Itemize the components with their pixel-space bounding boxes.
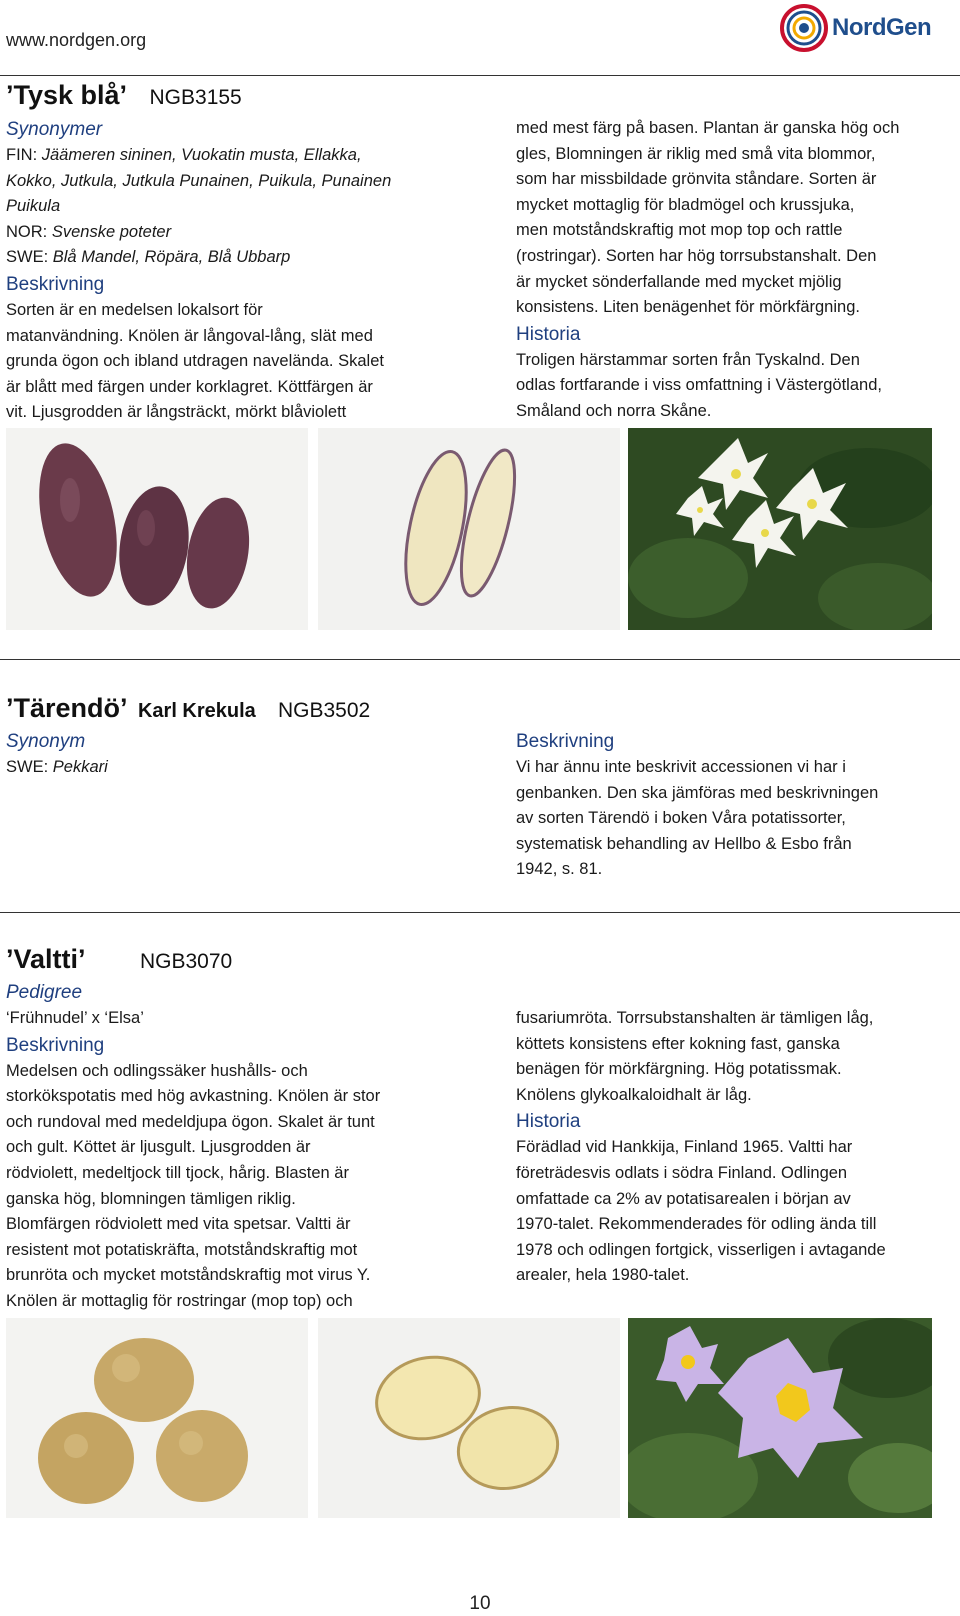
text-line: med mest färg på basen. Plantan är ganska hög och xyxy=(516,119,900,137)
section-heading: Historia xyxy=(516,323,581,345)
text-line: Knölens glykoalkaloidhalt är låg. xyxy=(516,1085,752,1104)
accession-number: NGB3502 xyxy=(278,699,371,722)
section-heading: Beskrivning xyxy=(6,1034,105,1056)
text-line: Förädlad vid Hankkija, Finland 1965. Valtti har xyxy=(516,1138,853,1157)
text-line: köttets konsistens efter kokning fast, ganska xyxy=(516,1034,840,1053)
entry-left-column xyxy=(6,728,476,781)
entry-left-column xyxy=(6,116,476,426)
text-line: (rostringar). Sorten har hög torrsubstanshalt. Den xyxy=(516,246,877,265)
text-line: Medelsen och odlingssäker hushålls- och xyxy=(6,1061,308,1080)
tuber-photo xyxy=(6,428,308,630)
text-line: storkökspotatis med hög avkastning. Knölen är stor xyxy=(6,1087,381,1106)
site-url: www.nordgen.org xyxy=(6,30,147,50)
synonym-line: NOR: Svenske poteter xyxy=(6,222,172,241)
entry-title: ’Tärendö’ Karl Krekula xyxy=(6,693,256,723)
synonym-line: SWE: Blå Mandel, Röpära, Blå Ubbarp xyxy=(6,248,291,267)
text-line: 1970-talet. Rekommenderades för odling ända till xyxy=(516,1215,877,1234)
section-divider xyxy=(0,659,960,660)
synonym-line: FIN: Jäämeren sininen, Vuokatin musta, Ellakka, xyxy=(6,146,362,164)
text-line: fusariumröta. Torrsubstanshalten är tämligen låg, xyxy=(516,1009,874,1027)
text-line: 1978 och odlingen fortgick, visserligen i avtagande xyxy=(516,1240,886,1259)
text-line: Vi har ännu inte beskrivit accessionen vi har i xyxy=(516,758,846,776)
text-line: som har missbildade grönvita ståndare. Sorten är xyxy=(516,170,877,189)
section-heading: Pedigree xyxy=(6,982,83,1003)
logo-text: NordGen xyxy=(832,14,932,41)
text-line: Blomfärgen rödviolett med vita spetsar. Valtti är xyxy=(6,1215,351,1234)
entry-title: ’Tysk blå’ NGB3155 xyxy=(6,80,242,110)
text-line: 1942, s. 81. xyxy=(516,860,603,879)
text-line: odlas fortfarande i viss omfattning i Västergötland, xyxy=(516,376,882,395)
text-line: är mycket sönderfallande med mycket mjölig xyxy=(516,272,842,291)
purple-flower-photo xyxy=(628,1318,932,1518)
synonym-line: Puikula xyxy=(6,197,61,216)
text-line: vit. Ljusgrodden är långsträckt, mörkt blåviolett xyxy=(6,403,347,422)
cut-tuber-illustration xyxy=(318,428,620,630)
text-line: rödviolett, medeltjock till tjock, hårig. Blasten är xyxy=(6,1163,349,1182)
text-line: genbanken. Den ska jämföras med beskrivningen xyxy=(516,783,879,802)
section-heading: Historia xyxy=(516,1111,581,1133)
text-line: företrädesvis odlats i södra Finland. Odlingen xyxy=(516,1163,848,1182)
text-line: mycket mottaglig för bladmögel och krussjuka, xyxy=(516,195,855,214)
entry-right-column xyxy=(516,116,956,425)
text-line: Knölen är mottaglig för rostringar (mop top) och xyxy=(6,1291,353,1310)
white-flower-photo xyxy=(628,428,932,630)
text-line: Sorten är en medelsen lokalsort för xyxy=(6,300,263,319)
section-divider xyxy=(0,912,960,913)
entry-title: ’Valtti’ NGB3070 xyxy=(6,944,233,974)
text-line: av sorten Tärendö i boken Våra potatissorter, xyxy=(516,809,846,828)
entry-right-column xyxy=(516,728,956,883)
page-number: 10 xyxy=(469,1593,491,1614)
text-line: gles, Blomningen är riklig med små vita blommor, xyxy=(516,144,876,163)
text-line: konsistens. Liten benägenhet för mörkfärgning. xyxy=(516,298,860,317)
pedigree-text: ‘Frühnudel’ x ‘Elsa’ xyxy=(6,1009,144,1027)
tuber-photo xyxy=(6,1318,308,1518)
accession-number: NGB3070 xyxy=(139,950,233,973)
section-heading: Synonymer xyxy=(6,119,103,140)
text-line: arealer, hela 1980-talet. xyxy=(516,1266,690,1285)
text-line: Troligen härstammar sorten från Tyskalnd. Den xyxy=(516,350,860,369)
cut-yellow-tuber-illustration xyxy=(318,1318,620,1518)
text-line: är blått med färgen under korklagret. Köttfärgen är xyxy=(6,377,373,396)
section-heading: Synonym xyxy=(6,731,86,752)
text-line: Småland och norra Skåne. xyxy=(516,401,712,420)
text-line: brunröta och mycket motståndskraftig mot virus Y. xyxy=(6,1266,371,1285)
header-divider xyxy=(0,75,960,76)
yellow-tubers-illustration xyxy=(6,1318,308,1518)
entry-left-column xyxy=(6,979,476,1315)
text-line: systematisk behandling av Hellbo & Esbo från xyxy=(516,834,852,853)
nordgen-logo xyxy=(778,2,938,54)
text-line: resistent mot potatiskräfta, motståndskraftig mot xyxy=(6,1240,358,1259)
text-line: men motståndskraftig mot mop top och rattle xyxy=(516,221,843,240)
breeder-name: Karl Krekula xyxy=(137,700,256,722)
text-line: och rundoval med medeldjupa ögon. Skalet är tunt xyxy=(6,1112,375,1131)
text-line: matanvändning. Knölen är långoval-lång, slät med xyxy=(6,326,373,345)
text-line: benägen för mörkfärgning. Hög potatissmak. xyxy=(516,1060,842,1079)
accession-number: NGB3155 xyxy=(149,86,242,109)
text-line: ganska hög, blomningen tämligen riklig. xyxy=(6,1189,296,1208)
section-heading: Beskrivning xyxy=(6,273,105,295)
cut-tuber-photo xyxy=(318,428,620,630)
nordgen-logo-icon xyxy=(778,2,830,54)
synonym-line: Kokko, Jutkula, Jutkula Punainen, Puikula, Punainen xyxy=(6,171,392,190)
section-heading: Beskrivning xyxy=(516,731,615,752)
synonym-line: SWE: Pekkari xyxy=(6,758,108,776)
white-flower-illustration xyxy=(628,428,932,630)
entry-right-column xyxy=(516,1006,956,1289)
cut-tuber-photo xyxy=(318,1318,620,1518)
purple-flower-illustration xyxy=(628,1318,932,1518)
text-line: och gult. Köttet är ljusgult. Ljusgrodden är xyxy=(6,1138,311,1157)
purple-tubers-illustration xyxy=(6,428,308,630)
text-line: omfattade ca 2% av potatisarealen i början av xyxy=(516,1189,851,1208)
text-line: grunda ögon och ibland utdragen navelända. Skalet xyxy=(6,352,384,371)
